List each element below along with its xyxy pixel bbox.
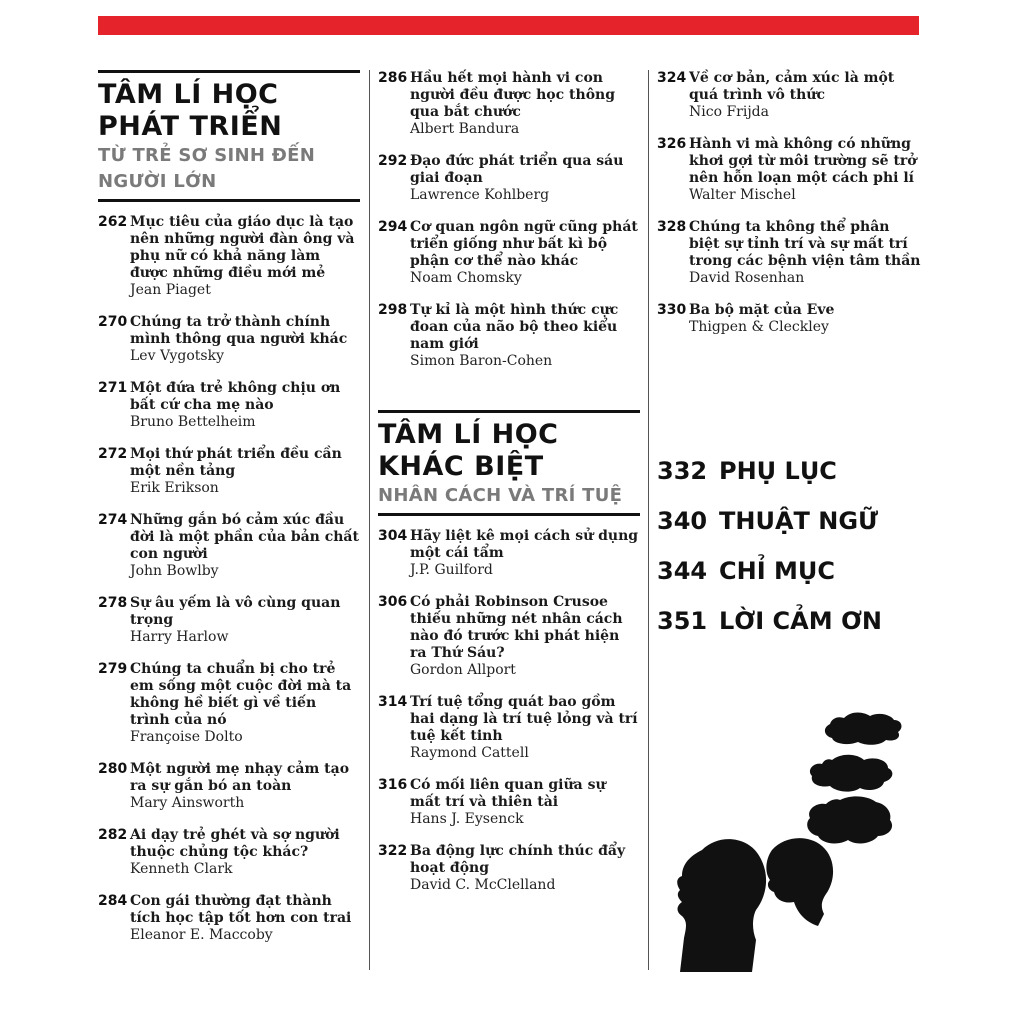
entry-author: Noam Chomsky [410,270,522,286]
entry-author: Eleanor E. Maccoby [130,927,273,943]
entry-author: David C. McClelland [410,877,556,893]
entry-text [410,70,640,138]
entry-page-number: 292 [378,153,408,169]
entry-author: Hans J. Eysenck [410,811,524,827]
entry-title: Mọi thứ phát triển đều cần một nền tảng [130,446,342,479]
appendix-label: LỜI CẢM ƠN [719,607,883,635]
entry-page-number: 280 [98,761,128,777]
toc-entry[interactable] [98,214,360,299]
entry-page-number: 304 [378,528,408,544]
entry-text [689,70,922,121]
entry-author: Harry Harlow [130,629,229,645]
toc-entry[interactable] [378,153,640,204]
entry-title: Chúng ta trở thành chính mình thông qua người khác [130,314,348,347]
appendix-item[interactable] [657,496,922,546]
entry-text [410,777,640,828]
entry-title: Về cơ bản, cảm xúc là một quá trình vô thức [689,70,895,103]
toc-entry[interactable] [378,528,640,579]
column-divider-2 [648,70,649,970]
appendix-label: THUẬT NGỮ [719,507,879,535]
entry-text [130,827,360,878]
entry-text [410,153,640,204]
entry-text [410,843,640,894]
entry-author: Erik Erikson [130,480,219,496]
entry-title: Đạo đức phát triển qua sáu giai đoạn [410,153,624,186]
toc-entry[interactable] [378,694,640,762]
entry-title: Mục tiêu của giáo dục là tạo nên những người đàn ông và phụ nữ có khả năng làm được những điều mới mẻ [130,214,355,281]
section-title-line: TÂM LÍ HỌC [98,79,279,110]
entry-title: Có phải Robinson Crusoe thiếu những nét nhân cách nào đó trước khi phát hiện ra Thứ Sáu? [410,594,623,661]
entry-text [130,512,360,580]
entry-title: Trí tuệ tổng quát bao gồm hai dạng là trí tuệ lỏng và trí tuệ kết tinh [410,694,638,744]
entry-text [410,694,640,762]
section-subtitle-line: NHÂN CÁCH VÀ TRÍ TUỆ [378,485,623,506]
entry-author: Bruno Bettelheim [130,414,256,430]
toc-entry[interactable] [378,302,640,370]
entry-author: J.P. Guilford [410,562,493,578]
entry-page-number: 298 [378,302,408,318]
entry-list [378,528,640,894]
entry-page-number: 262 [98,214,128,230]
appendix-label: CHỈ MỤC [719,557,835,585]
entry-text [130,380,360,431]
entry-title: Chúng ta chuẩn bị cho trẻ em sống một cuộc đời mà ta không hề biết gì về tiến trình của nó [130,661,352,728]
entry-text [689,302,922,336]
entry-text [130,314,360,365]
head-silhouette-icon [766,838,833,926]
entry-list [378,70,640,370]
entry-page-number: 314 [378,694,408,710]
toc-entry[interactable] [378,219,640,287]
toc-entry[interactable] [378,843,640,894]
entry-title: Những gắn bó cảm xúc đầu đời là một phần của bản chất con người [130,512,359,562]
entry-text [410,302,640,370]
column-divider-1 [369,70,370,970]
appendix-item[interactable] [657,546,922,596]
entry-title: Một đứa trẻ không chịu ơn bất cứ cha mẹ nào [130,380,341,413]
entry-author: Thigpen & Cleckley [689,319,829,335]
thought-cloud-icon [825,713,902,745]
entry-text [130,446,360,497]
entry-page-number: 272 [98,446,128,462]
toc-entry[interactable] [98,512,360,580]
toc-entry[interactable] [98,595,360,646]
section-subtitle-line: NGƯỜI LỚN [98,171,217,192]
entry-author: Françoise Dolto [130,729,243,745]
section-subtitle-line: TỪ TRẺ SƠ SINH ĐẾN [98,145,316,166]
entry-text [410,594,640,679]
section-title-line: KHÁC BIỆT [378,451,544,482]
entry-author: Lev Vygotsky [130,348,224,364]
toc-entry[interactable] [378,70,640,138]
entry-title: Hành vi mà không có những khơi gợi từ môi trường sẽ trở nên hỗn loạn một cách phi lí [689,136,917,186]
entry-text [410,528,640,579]
entry-author: Jean Piaget [130,282,211,298]
entry-author: Simon Baron-Cohen [410,353,553,369]
entry-list [657,70,922,336]
toc-entry[interactable] [98,661,360,746]
entry-title: Ai dạy trẻ ghét và sợ người thuộc chủng tộc khác? [130,827,340,860]
toc-column-3 [657,70,922,351]
appendix-label: PHỤ LỤC [719,457,837,485]
toc-entry[interactable] [657,136,922,204]
entry-title: Có mối liên quan giữa sự mất trí và thiên tài [410,777,606,810]
entry-page-number: 330 [657,302,687,318]
head-silhouette-icon [677,839,766,972]
toc-entry[interactable] [657,70,922,121]
entry-page-number: 274 [98,512,128,528]
entry-text [130,595,360,646]
entry-page-number: 286 [378,70,408,86]
entry-title: Ba bộ mặt của Eve [689,302,835,318]
toc-entry[interactable] [378,594,640,679]
appendix-page: 351 [657,607,708,635]
entry-title: Tự kỉ là một hình thức cực đoan của não bộ theo kiểu nam giới [410,302,619,352]
entry-author: Mary Ainsworth [130,795,245,811]
thinking-heads-illustration [672,700,922,972]
entry-author: Kenneth Clark [130,861,233,877]
entry-page-number: 326 [657,136,687,152]
entry-page-number: 306 [378,594,408,610]
entry-text [130,761,360,812]
appendix-page: 332 [657,457,708,485]
entry-page-number: 279 [98,661,128,677]
toc-entry[interactable] [98,380,360,431]
entry-page-number: 271 [98,380,128,396]
section-title-line: TÂM LÍ HỌC [378,419,559,450]
appendix-list [657,446,922,646]
toc-entry[interactable] [657,219,922,287]
entry-author: Nico Frijda [689,104,769,120]
entry-page-number: 278 [98,595,128,611]
entry-author: John Bowlby [130,563,219,579]
entry-page-number: 270 [98,314,128,330]
entry-author: Lawrence Kohlberg [410,187,550,203]
thought-cloud-icon [810,755,892,792]
appendix-item[interactable] [657,596,922,646]
entry-text [410,219,640,287]
toc-entry[interactable] [98,314,360,365]
entry-title: Ba động lực chính thúc đẩy hoạt động [410,843,626,876]
toc-entry[interactable] [98,893,360,944]
section-title-line: PHÁT TRIỂN [98,111,283,142]
toc-entry[interactable] [98,446,360,497]
entry-title: Chúng ta không thể phân biệt sự tỉnh trí và sự mất trí trong các bệnh viện tâm thần [689,219,921,269]
entry-author: Walter Mischel [689,187,796,203]
entry-page-number: 328 [657,219,687,235]
entry-text [130,214,360,299]
entry-author: Albert Bandura [410,121,520,137]
toc-column-1 [98,70,360,959]
entry-text [130,661,360,746]
top-red-bar [98,16,919,35]
appendix-page: 344 [657,557,708,585]
toc-entry[interactable] [98,761,360,812]
appendix-page: 340 [657,507,708,535]
thought-cloud-icon [807,796,892,843]
entry-title: Con gái thường đạt thành tích học tập tốt hơn con trai [130,893,352,926]
section-header-developmental [98,70,360,202]
entry-page-number: 322 [378,843,408,859]
entry-title: Hầu hết mọi hành vi con người đều được học thông qua bắt chước [410,70,615,120]
entry-page-number: 294 [378,219,408,235]
entry-text [130,893,360,944]
toc-entry[interactable] [657,302,922,336]
entry-page-number: 316 [378,777,408,793]
entry-text [689,136,922,204]
entry-page-number: 282 [98,827,128,843]
entry-author: Gordon Allport [410,662,516,678]
entry-title: Cơ quan ngôn ngữ cũng phát triển giống như bất kì bộ phận cơ thể nào khác [410,219,638,269]
toc-entry[interactable] [378,777,640,828]
entry-page-number: 284 [98,893,128,909]
appendix-item[interactable] [657,446,922,496]
entry-text [689,219,922,287]
entry-author: David Rosenhan [689,270,805,286]
entry-title: Một người mẹ nhạy cảm tạo ra sự gắn bó an toàn [130,761,350,794]
entry-title: Sự âu yếm là vô cùng quan trọng [130,595,341,628]
entry-list [98,214,360,944]
toc-column-2 [378,70,640,909]
entry-author: Raymond Cattell [410,745,529,761]
entry-page-number: 324 [657,70,687,86]
section-header-differential [378,410,640,516]
toc-entry[interactable] [98,827,360,878]
entry-title: Hãy liệt kê mọi cách sử dụng một cái tẩm [410,528,639,561]
